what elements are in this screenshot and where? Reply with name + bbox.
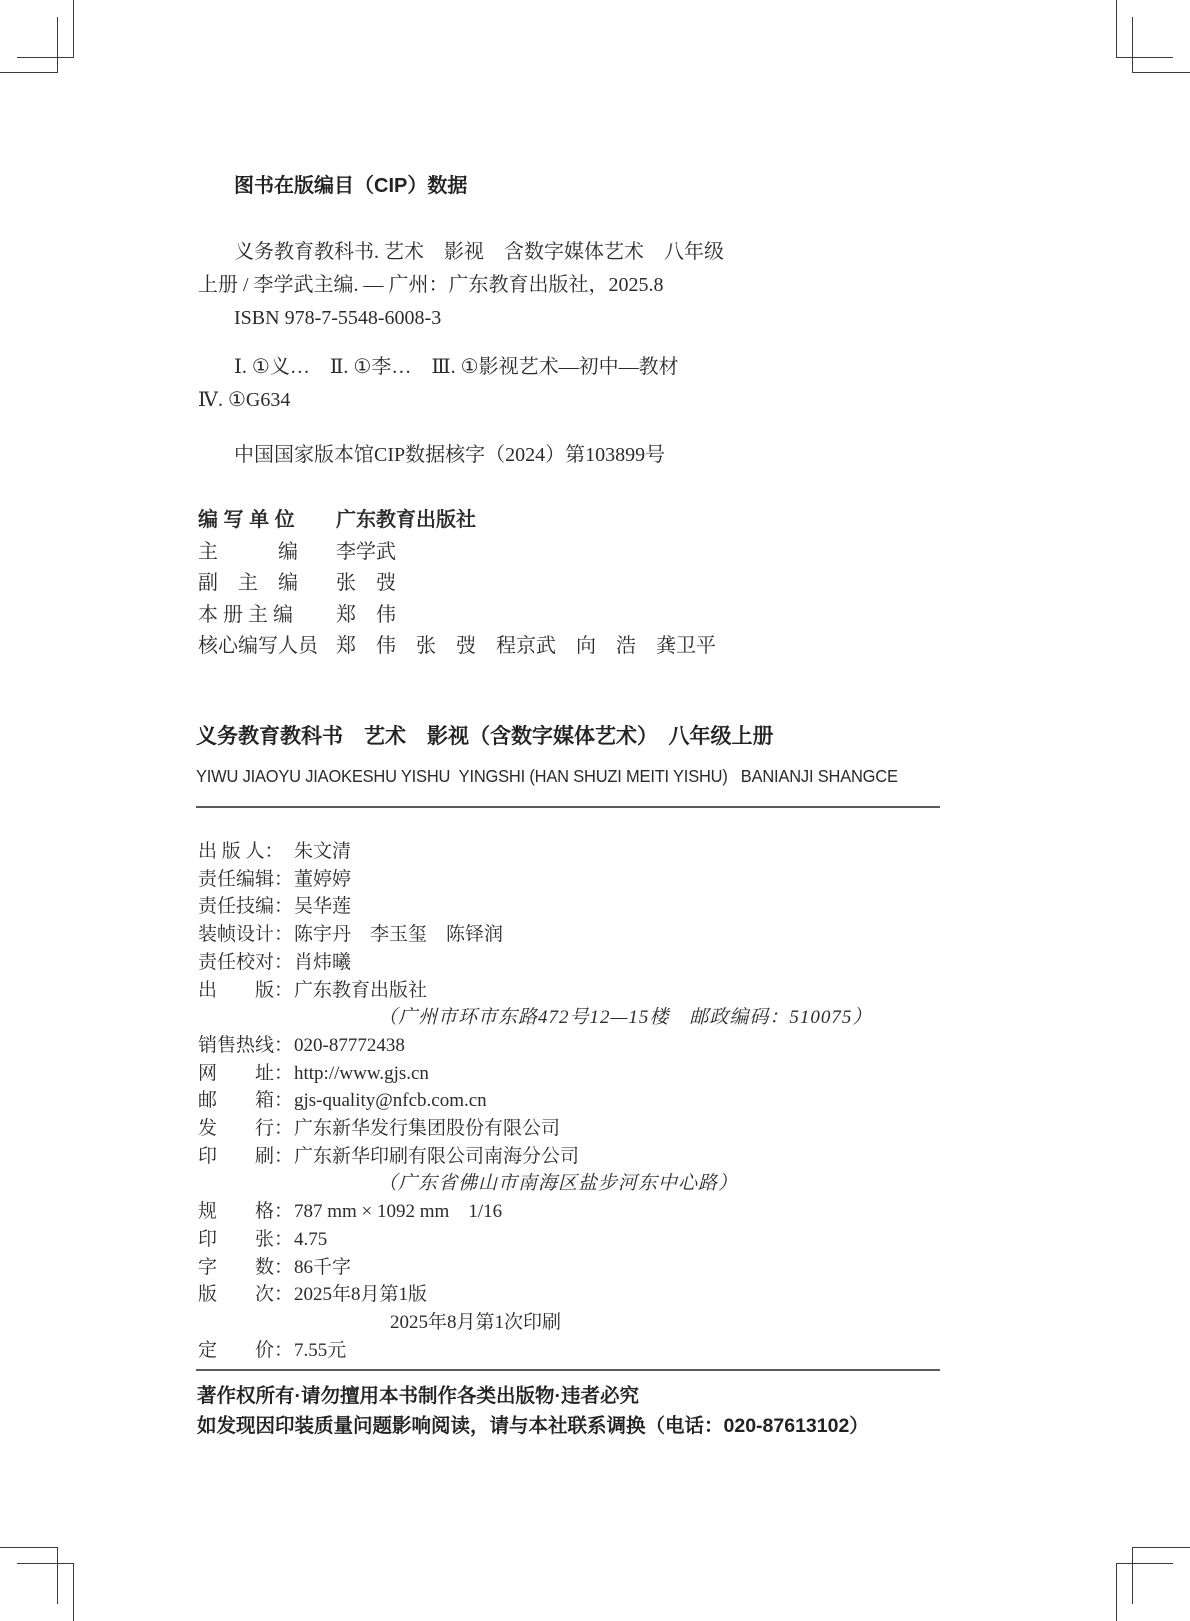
cip-classification-line2: Ⅳ. ①G634 [198, 389, 291, 411]
publication-field-value: 86千字 [294, 1256, 352, 1278]
publication-field-label: 销售热线： [198, 1034, 294, 1056]
publication-info-row [198, 977, 988, 1005]
editor-role-label: 本 册 主 编 [198, 603, 293, 626]
publication-field-label: 印 刷： [198, 1145, 294, 1167]
editor-names: 张 弢 [336, 572, 396, 594]
copyright-notice-line2: 如发现因印装质量问题影响阅读，请与本社联系调换（电话：020-87613102） [197, 1415, 869, 1437]
divider-under-title [196, 806, 940, 808]
publication-info-block [198, 838, 988, 1364]
cip-classification-line1: Ⅰ. ①义… Ⅱ. ①李… Ⅲ. ①影视艺术—初中—教材 [234, 356, 679, 378]
publication-field-value: 广东新华印刷有限公司南海分公司 [294, 1145, 580, 1167]
cip-record [198, 236, 978, 335]
cip-heading: 图书在版编目（CIP）数据 [234, 175, 468, 197]
publication-info-row [198, 1198, 988, 1226]
publication-field-label [294, 1309, 390, 1337]
publication-field-value: 4.75 [294, 1228, 328, 1250]
publication-field-value: 7.55元 [294, 1339, 347, 1361]
publication-field-label: 印 张： [198, 1228, 294, 1250]
publication-field-value: 广东新华发行集团股份有限公司 [294, 1118, 561, 1140]
editor-names: 李学武 [336, 540, 396, 563]
publication-info-row [198, 1254, 988, 1282]
editor-names: 郑 伟 张 弢 程京武 向 浩 龚卫平 [336, 635, 716, 657]
editor-row [198, 505, 978, 537]
editor-role-label: 编 写 单 位 [198, 509, 295, 531]
publication-info-row [198, 1281, 988, 1309]
editor-role-label: 核心编写人员 [198, 635, 318, 657]
publication-info-row [198, 1115, 988, 1143]
editor-names: 广东教育出版社 [336, 509, 476, 531]
publication-info-row [198, 838, 988, 866]
publication-field-value: 020-87772438 [294, 1034, 405, 1056]
publication-field-value: 787 mm × 1092 mm 1/16 [294, 1201, 503, 1223]
publication-info-row [198, 866, 988, 894]
publication-info-row [198, 1143, 988, 1171]
crop-mark-bottom-right-inner [1116, 1563, 1173, 1621]
publication-field-label: 规 格： [198, 1201, 294, 1223]
publication-field-label: 责任校对： [198, 951, 294, 973]
publication-info-row [198, 1337, 988, 1365]
editor-names: 郑 伟 [336, 603, 396, 626]
cip-classification [198, 351, 978, 417]
publication-info-row [198, 1004, 988, 1032]
publication-field-label: 邮 箱： [198, 1090, 294, 1112]
publication-field-label: 出 版 人： [198, 841, 284, 862]
publication-field-value: http://www.gjs.cn [294, 1062, 429, 1084]
publication-info-row [198, 921, 988, 949]
publication-field-value: 肖炜曦 [294, 951, 352, 973]
publication-field-label: 网 址： [198, 1062, 294, 1084]
publication-field-label [282, 1170, 378, 1198]
editor-role-label: 主 编 [198, 540, 298, 563]
publication-field-value: gjs-quality@nfcb.com.cn [294, 1090, 487, 1112]
cip-record-line1: 义务教育教科书. 艺术 影视 含数字媒体艺术 八年级 [234, 241, 724, 263]
crop-mark-bottom-left-inner [17, 1563, 74, 1621]
book-title-pinyin: YIWU JIAOYU JIAOKESHU YISHU YINGSHI (HAN SHUZI MEITI YISHU) BANIANJI SHANGCE [196, 766, 898, 786]
publication-field-label: 定 价： [198, 1339, 294, 1361]
editor-row [198, 600, 978, 632]
publication-field-label: 责任技编： [198, 896, 294, 918]
publication-field-value: 朱文清 [294, 841, 352, 862]
publication-field-label: 装帧设计： [198, 924, 294, 946]
publication-info-row [198, 1170, 988, 1198]
publication-field-value: 广东教育出版社 [294, 979, 428, 1001]
publication-field-value: 2025年8月第1版 [294, 1284, 428, 1306]
publication-info-row [198, 1226, 988, 1254]
editor-role-label: 副 主 编 [198, 572, 298, 594]
crop-mark-top-right-inner [1132, 17, 1190, 73]
editor-row [198, 568, 978, 600]
publication-info-row [198, 1032, 988, 1060]
publication-field-label: 出 版： [198, 979, 294, 1001]
cip-registry-number: 中国国家版本馆CIP数据核字（2024）第103899号 [234, 444, 666, 466]
cip-block [198, 172, 978, 472]
book-title-block [196, 722, 976, 788]
publication-info-row [198, 1309, 988, 1337]
editors-block [198, 505, 978, 663]
editor-row [198, 631, 978, 663]
publication-field-label: 发 行： [198, 1118, 294, 1140]
publication-field-label [282, 1004, 378, 1032]
copyright-notice-line1: 著作权所有·请勿擅用本书制作各类出版物·违者必究 [197, 1385, 639, 1407]
publication-field-label: 字 数： [198, 1256, 294, 1278]
publication-info-row [198, 1087, 988, 1115]
publication-field-label: 责任编辑： [198, 868, 294, 890]
crop-mark-top-left-inner [0, 17, 58, 73]
publication-field-value: 吴华莲 [294, 896, 352, 918]
cip-record-line2: 上册 / 李学武主编. — 广州：广东教育出版社，2025.8 [198, 274, 664, 296]
publication-info-row [198, 949, 988, 977]
publication-field-value: 董婷婷 [294, 868, 352, 890]
publication-info-row [198, 1060, 988, 1088]
publication-info-row [198, 893, 988, 921]
publication-field-value: （广东省佛山市南海区盐步河东中心路） [378, 1173, 739, 1195]
publication-field-value: 陈宇丹 李玉玺 陈铎润 [294, 924, 504, 946]
editor-row [198, 537, 978, 569]
book-title-chinese: 义务教育教科书 艺术 影视（含数字媒体艺术） 八年级上册 [196, 725, 774, 748]
cip-isbn: ISBN 978-7-5548-6008-3 [234, 307, 442, 329]
publication-field-label: 版 次： [198, 1284, 294, 1306]
publication-field-value: （广州市环市东路472号12—15楼 邮政编码：510075） [378, 1007, 873, 1029]
divider-above-notice [196, 1369, 940, 1371]
copyright-notice [197, 1381, 997, 1441]
publication-field-value: 2025年8月第1次印刷 [390, 1311, 562, 1333]
